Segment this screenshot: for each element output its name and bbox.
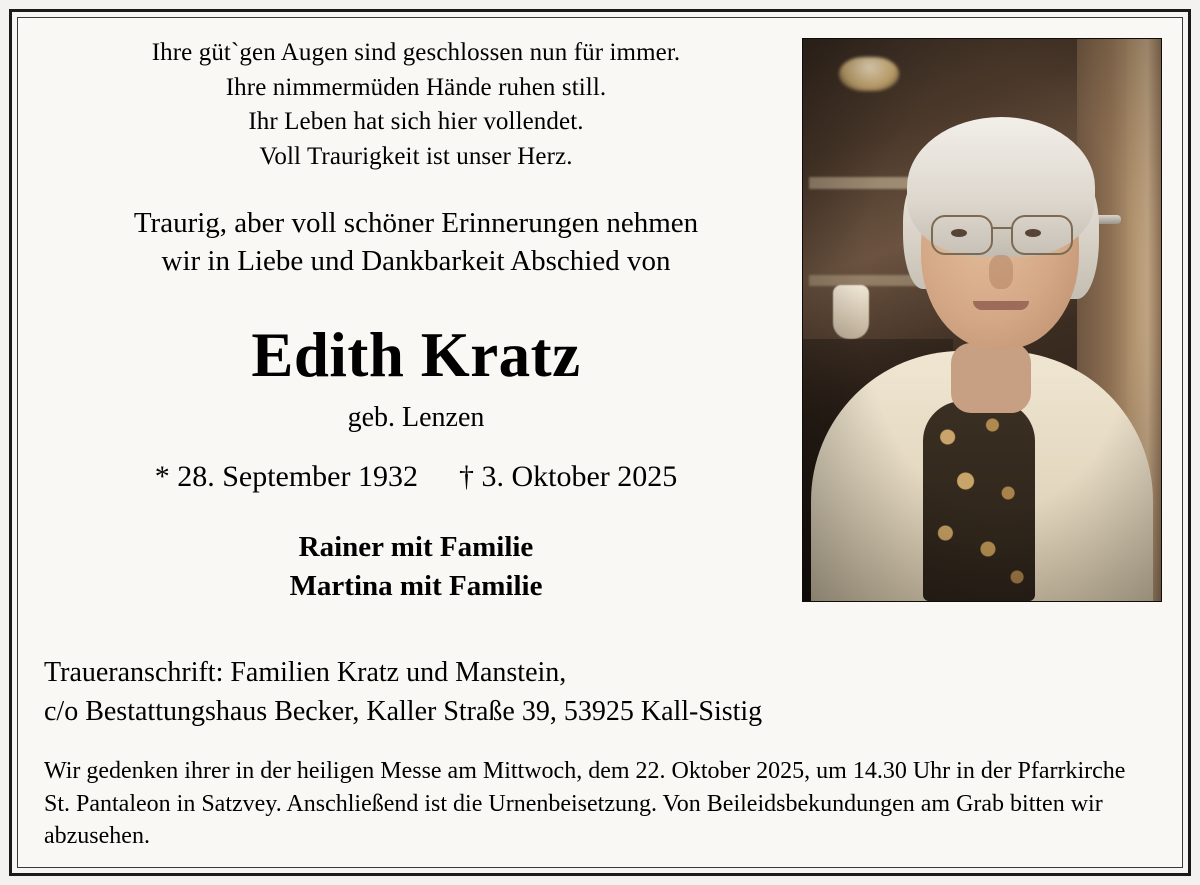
outer-border	[9, 9, 1191, 876]
birth-date: * 28. September 1932	[154, 459, 418, 493]
bottom-section	[18, 653, 1182, 853]
address-line-2: c/o Bestattungshaus Becker, Kaller Straße 39, 53925 Kall-Sistig	[44, 695, 763, 727]
notice-content	[18, 18, 1182, 867]
photo-column	[796, 32, 1164, 602]
life-dates	[36, 460, 796, 494]
deceased-name: Edith Kratz	[251, 319, 581, 390]
verse-line-1: Ihre güt`gen Augen sind geschlossen nun für immer.	[151, 39, 681, 66]
survivor-line-1: Rainer mit Familie	[298, 530, 534, 563]
farewell-block	[36, 204, 796, 281]
survivors-block	[36, 528, 796, 607]
death-date: † 3. Oktober 2025	[458, 459, 678, 493]
farewell-line-1: Traurig, aber voll schöner Erinnerungen nehmen	[133, 207, 699, 239]
verse-line-3: Ihr Leben hat sich hier vollendet.	[248, 108, 584, 135]
verse-block	[36, 36, 796, 174]
farewell-line-2: wir in Liebe und Dankbarkeit Abschied von	[161, 245, 671, 278]
portrait-photo	[802, 38, 1162, 602]
text-column	[36, 32, 796, 606]
top-section	[18, 18, 1182, 606]
survivor-line-2: Martina mit Familie	[289, 569, 543, 602]
address-line-1: Traueranschrift: Familien Kratz und Manstein,	[44, 656, 567, 688]
verse-line-2: Ihre nimmermüden Hände ruhen still.	[225, 73, 607, 101]
mourning-address	[44, 653, 1156, 731]
inner-border	[17, 17, 1183, 868]
service-details: Wir gedenken ihrer in der heiligen Messe am Mittwoch, dem 22. Oktober 2025, um 14.30 Uhr in der Pfarrkirche St. Pantaleon in Satzvey. Anschließend ist die Urnenbeisetzung. Von Beileidsbekundungen am Grab bitten wir abzusehen.	[44, 758, 1126, 850]
photo-vignette	[803, 39, 1161, 601]
maiden-name: geb. Lenzen	[347, 401, 485, 433]
verse-line-4: Voll Traurigkeit ist unser Herz.	[259, 142, 573, 170]
